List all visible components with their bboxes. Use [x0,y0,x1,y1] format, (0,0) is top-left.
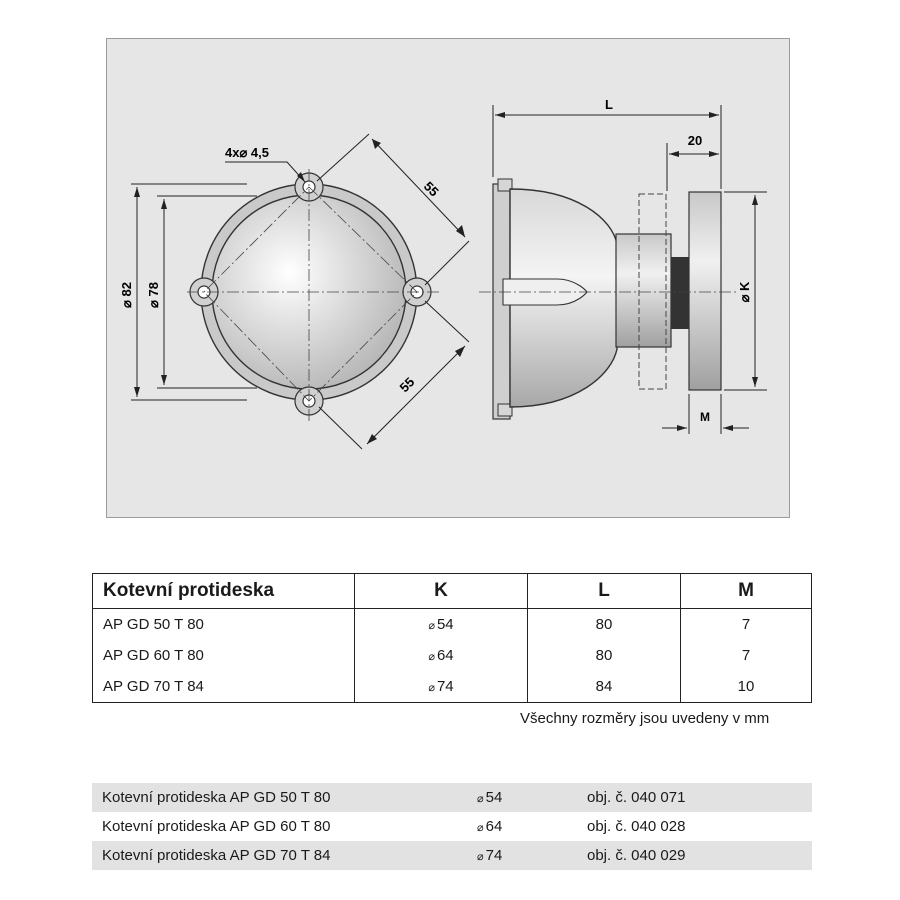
spec-header-row [93,574,812,609]
diameter-icon: ⌀ [477,822,484,834]
header-l: L [528,574,681,609]
row-l: 84 [528,671,681,703]
order-name: Kotevní protideska AP GD 60 T 80 [102,818,331,835]
row-name: AP GD 60 T 80 [93,640,355,671]
table-row [93,671,812,703]
drawing-svg [107,39,791,519]
row-k: ⌀ 54 [355,609,528,641]
row-m: 7 [681,609,812,641]
table-row [93,609,812,641]
dim-78-label: ⌀ 78 [146,282,161,308]
dim-M-label: M [700,410,710,424]
order-number: obj. č. 040 028 [587,818,686,835]
technical-drawing [106,38,790,518]
table-row [92,783,812,812]
row-m: 7 [681,640,812,671]
diag-top-55: 55 [420,178,442,200]
holes-label: 4x⌀ 4,5 [225,145,269,160]
order-k: ⌀ 64 [477,818,503,835]
order-name: Kotevní protideska AP GD 50 T 80 [92,783,462,812]
order-number: obj. č. 040 071 [587,783,812,812]
table-row [92,841,812,870]
row-k: ⌀ 74 [355,671,528,703]
order-number: obj. č. 040 029 [587,841,812,870]
header-m: M [681,574,812,609]
row-k: ⌀ 64 [355,640,528,671]
diameter-icon: ⌀ [428,651,435,663]
table-row [93,640,812,671]
diag-bottom-55: 55 [396,374,418,396]
dim-L-label: L [605,97,613,112]
dim-82-label: ⌀ 82 [119,282,134,308]
dim-K-label: ⌀ K [737,281,752,303]
units-note: Všechny rozměry jsou uvedeny v mm [520,710,770,727]
order-table [92,783,812,870]
table-row [92,812,812,841]
diameter-icon: ⌀ [477,793,484,805]
row-name: AP GD 70 T 84 [93,671,355,703]
spec-table [92,573,812,703]
row-l: 80 [528,609,681,641]
row-m: 10 [681,671,812,703]
header-name: Kotevní protideska [93,574,355,609]
side-view [479,97,767,434]
header-k: K [355,574,528,609]
order-k: ⌀ 54 [462,783,587,812]
order-k: ⌀ 74 [462,841,587,870]
diameter-icon: ⌀ [428,620,435,632]
order-name: Kotevní protideska AP GD 70 T 84 [92,841,462,870]
diameter-icon: ⌀ [477,851,484,863]
front-view [119,134,469,449]
row-l: 80 [528,640,681,671]
dim-20-label: 20 [687,133,703,148]
row-name: AP GD 50 T 80 [93,609,355,641]
diameter-icon: ⌀ [428,682,435,694]
